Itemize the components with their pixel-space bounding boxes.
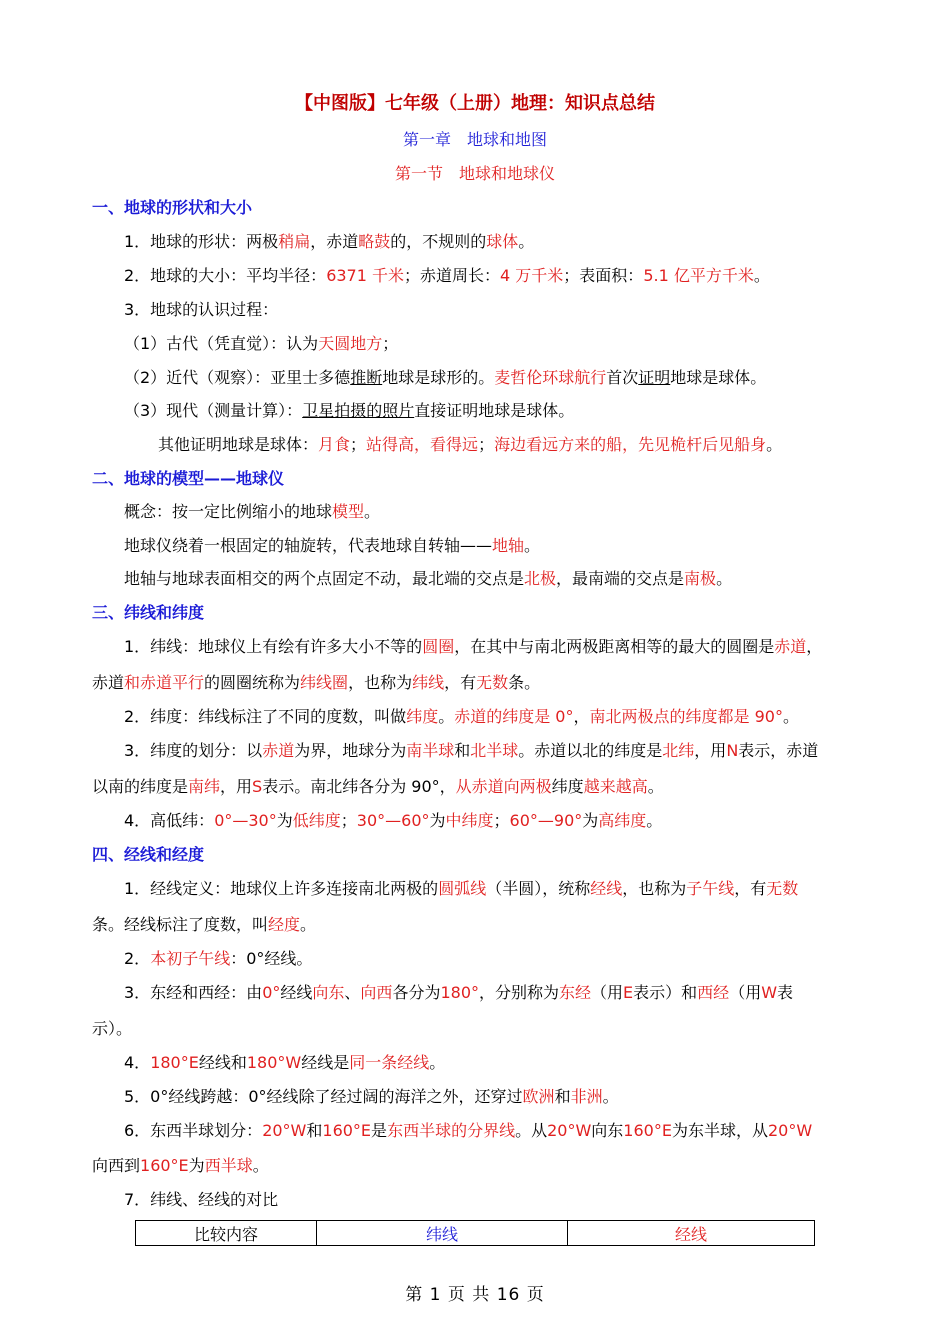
para-process: 3．地球的认识过程： [124,300,279,319]
heading-shape-size: 一、地球的形状和大小 [92,198,253,217]
para-hemisphere-cont: 向西到160°E为西半球。 [92,1156,269,1175]
para-lat-line-cont: 赤道和赤道平行的圆圈统称为纬线圈，也称为纬线，有无数条。 [92,673,541,692]
para-poles: 地轴与地球表面相交的两个点固定不动，最北端的交点是北极，最南端的交点是南极。 [124,569,733,588]
para-lat-line: 1．纬线：地球仪上有绘有许多大小不等的圆圈，在其中与南北两极距离相等的最大的圆圈是赤道， [124,637,823,656]
para-zero-cross: 5．0°经线跨越：0°经线除了经过阔的海洋之外，还穿过欧洲和非洲。 [124,1087,619,1106]
para-compare: 7．纬线、经线的对比 [124,1190,279,1209]
para-hemisphere: 6．东西半球划分：20°W和160°E是东西半球的分界线。从20°W向东160°E为东半球，从20°W [124,1121,813,1140]
para-lat-division-cont: 以南的纬度是南纬，用S表示。南北纬各分为 90°，从赤道向两极纬度越来越高。 [92,777,664,796]
para-shape: 1．地球的形状：两极稍扁，赤道略鼓的，不规则的球体。 [124,232,535,251]
page-footer: 第 1 页 共 16 页 [405,1285,545,1305]
table-header-row [136,1221,815,1246]
para-other-proof: 其他证明地球是球体：月食；站得高，看得远；海边看远方来的船，先见桅杆后见船身。 [158,435,783,454]
para-east-west-cont: 示）。 [92,1019,133,1038]
para-lon-def-cont: 条。经线标注了度数，叫经度。 [92,915,317,934]
header-longitude: 经线 [568,1221,815,1246]
para-prime-meridian: 2．本初子午线：0°经线。 [124,949,313,968]
para-180: 4．180°E经线和180°W经线是同一条经线。 [124,1053,446,1072]
para-axis: 地球仪绕着一根固定的轴旋转，代表地球自转轴——地轴。 [124,536,541,555]
heading-latitude: 三、纬线和纬度 [92,603,205,622]
header-latitude: 纬线 [317,1221,568,1246]
comparison-table [135,1220,815,1246]
heading-globe: 二、地球的模型——地球仪 [92,469,285,488]
para-east-west: 3．东经和西经：由0°经线向东、向西各分为180°，分别称为东经（用E表示）和西经（用W表 [124,983,794,1002]
document-title [0,93,950,115]
para-size: 2．地球的大小：平均半径：6371 千米；赤道周长：4 万千米；表面积：5.1 亿平方千米。 [124,266,770,285]
para-ancient: （1）古代（凭直觉）：认为天圆地方； [124,334,399,353]
para-modern-early: （2）近代（观察）：亚里士多德推断地球是球形的。麦哲伦环球航行首次证明地球是球体。 [124,368,767,387]
para-lat-degree: 2．纬度：纬线标注了不同的度数，叫做纬度。赤道的纬度是 0°，南北两极点的纬度都是 90°。 [124,707,799,726]
para-lat-division: 3．纬度的划分：以赤道为界，地球分为南半球和北半球。赤道以北的纬度是北纬，用N表示，赤道 [124,741,819,760]
para-lon-def: 1．经线定义：地球仪上许多连接南北两极的圆弧线（半圆），统称经线，也称为子午线，有无数 [124,879,799,898]
para-concept: 概念：按一定比例缩小的地球模型。 [124,502,381,521]
title-tag: 【中图版】 [295,93,385,114]
para-lat-zones: 4．高低纬：0°—30°为低纬度；30°—60°为中纬度；60°—90°为高纬度。 [124,811,663,830]
heading-longitude: 四、经线和经度 [92,845,205,864]
title-text: 七年级（上册）地理：知识点总结 [385,93,655,114]
chapter-heading: 第一章 地球和地图 [402,130,547,149]
header-compare: 比较内容 [136,1221,317,1246]
para-modern: （3）现代（测量计算）：卫星拍摄的照片直接证明地球是球体。 [124,401,575,420]
section-heading: 第一节 地球和地球仪 [394,164,555,183]
